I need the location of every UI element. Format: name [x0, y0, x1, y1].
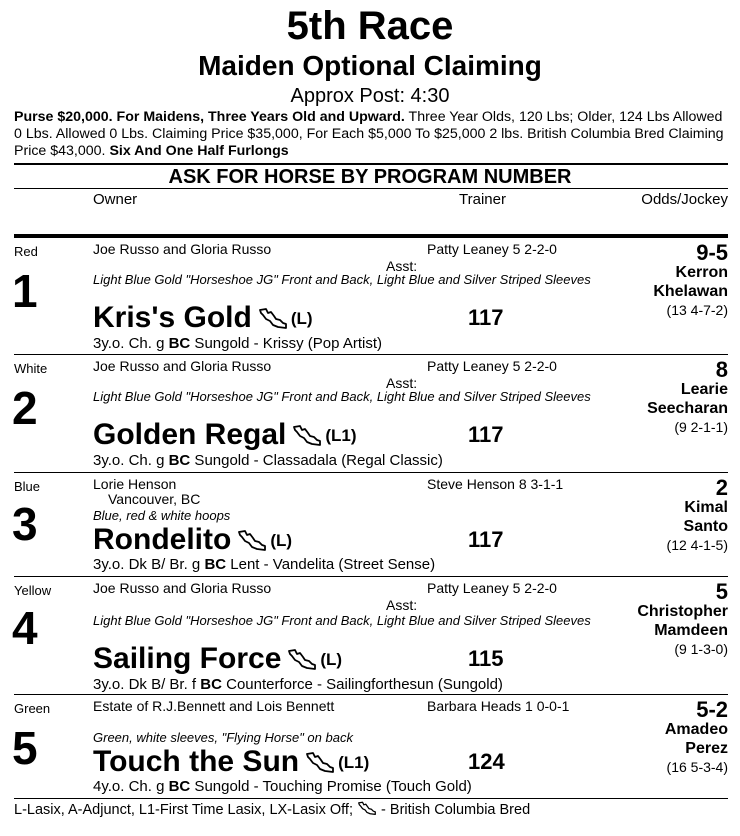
weight: 124 — [468, 749, 505, 774]
horse-name[interactable]: Golden Regal — [93, 418, 287, 451]
saddlecloth-color: Red — [14, 244, 38, 259]
program-number: 3 — [12, 498, 38, 550]
jockey-stats: (9 1-3-0) — [674, 641, 728, 657]
jockey-last-name: Santo — [683, 518, 728, 535]
silks: Green, white sleeves, "Flying Horse" on back — [93, 730, 353, 745]
weight: 117 — [468, 527, 504, 552]
program-number: 5 — [12, 722, 38, 774]
breeding-age-sex: 4y.o. Ch. g — [93, 778, 169, 795]
horse-name-line[interactable] — [93, 301, 313, 336]
program-number: 1 — [12, 265, 38, 317]
breeding — [93, 556, 435, 574]
trainer: Patty Leaney 5 2-2-0 — [427, 580, 557, 596]
program-number: 4 — [12, 602, 38, 654]
assistant-trainer: Asst: — [386, 258, 418, 274]
weight: 117 — [468, 305, 504, 330]
british-columbia-map-icon — [292, 420, 322, 442]
trainer: Patty Leaney 5 2-2-0 — [427, 358, 557, 374]
horse-name[interactable]: Touch the Sun — [93, 745, 300, 778]
saddlecloth-color: Yellow — [14, 583, 52, 598]
horse-name[interactable]: Rondelito — [93, 523, 232, 556]
breeding — [93, 676, 503, 694]
medication: (L1) — [325, 426, 357, 445]
silks: Light Blue Gold "Horseshoe JG" Front and Back, Light Blue and Silver Striped Sleeves — [93, 613, 591, 628]
jockey-first-name: Learie — [680, 381, 728, 398]
breeding-bc: BC — [168, 452, 191, 469]
jockey-first-name: Kimal — [684, 499, 728, 516]
jockey-stats: (9 2-1-1) — [674, 419, 728, 435]
trainer-column-header: Trainer — [459, 191, 506, 208]
breeding-pedigree: Sungold - Krissy (Pop Artist) — [190, 335, 382, 352]
footer-legend — [14, 801, 530, 819]
british-columbia-map-icon — [237, 525, 267, 547]
race-title: 5th Race — [286, 4, 454, 48]
breeding — [93, 452, 443, 470]
british-columbia-map-icon — [305, 747, 335, 769]
medication: (L1) — [338, 753, 370, 772]
morning-line-odds: 5-2 — [696, 697, 728, 722]
assistant-trainer: Asst: — [386, 375, 418, 391]
program-number: 2 — [12, 382, 38, 434]
medication-legend: L-Lasix, A-Adjunct, L1-First Time Lasix, LX-Lasix Off; — [14, 802, 353, 818]
bc-bred-legend: - British Columbia Bred — [377, 802, 531, 818]
british-columbia-map-icon — [258, 303, 288, 325]
jockey-stats: (13 4-7-2) — [666, 302, 728, 318]
saddlecloth-color: White — [14, 361, 48, 376]
medication: (L) — [320, 650, 343, 669]
british-columbia-map-icon — [287, 644, 317, 666]
trainer: Patty Leaney 5 2-2-0 — [427, 241, 557, 257]
silks: Light Blue Gold "Horseshoe JG" Front and Back, Light Blue and Silver Striped Sleeves — [93, 389, 591, 404]
owner: Joe Russo and Gloria Russo — [93, 358, 272, 374]
jockey-first-name: Christopher — [637, 603, 728, 620]
horse-name[interactable]: Kris's Gold — [93, 301, 252, 334]
breeding-pedigree: Sungold - Classadala (Regal Classic) — [190, 452, 443, 469]
horse-name-line[interactable] — [93, 642, 342, 677]
owner: Joe Russo and Gloria Russo — [93, 580, 272, 596]
entry-2[interactable] — [0, 355, 740, 471]
breeding-bc: BC — [168, 778, 191, 795]
horse-name[interactable]: Sailing Force — [93, 642, 282, 675]
breeding-pedigree: Sungold - Touching Promise (Touch Gold) — [190, 778, 472, 795]
breeding-bc: BC — [200, 676, 222, 693]
breeding-bc: BC — [204, 556, 227, 573]
entry-3[interactable] — [0, 473, 740, 576]
weight: 117 — [468, 422, 504, 447]
entry-4[interactable] — [0, 577, 740, 693]
jockey-last-name: Mamdeen — [654, 622, 728, 639]
jockey-last-name: Khelawan — [653, 283, 728, 300]
horse-name-line[interactable] — [93, 418, 357, 453]
breeding-age-sex: 3y.o. Dk B/ Br. g — [93, 556, 205, 573]
race-conditions — [14, 109, 730, 160]
breeding — [93, 778, 472, 796]
trainer: Barbara Heads 1 0-0-1 — [427, 698, 570, 714]
breeding-age-sex: 3y.o. Ch. g — [93, 452, 169, 469]
assistant-trainer: Asst: — [386, 597, 418, 613]
breeding-age-sex: 3y.o. Ch. g — [93, 335, 169, 352]
jockey-last-name: Perez — [685, 740, 728, 757]
jockey-last-name: Seecharan — [647, 400, 728, 417]
owner-location: Vancouver, BC — [108, 491, 201, 507]
saddlecloth-color: Blue — [14, 479, 41, 494]
conditions-distance: Six And One Half Furlongs — [109, 143, 289, 159]
jockey-stats: (16 5-3-4) — [666, 759, 728, 775]
horse-name-line[interactable] — [93, 523, 292, 558]
medication: (L) — [270, 531, 293, 550]
jockey-first-name: Amadeo — [664, 721, 728, 738]
silks: Light Blue Gold "Horseshoe JG" Front and Back, Light Blue and Silver Striped Sleeves — [93, 272, 591, 287]
trainer: Steve Henson 8 3-1-1 — [427, 476, 564, 492]
breeding-bc: BC — [168, 335, 191, 352]
divider — [14, 188, 728, 189]
british-columbia-map-icon — [357, 801, 377, 815]
owner: Joe Russo and Gloria Russo — [93, 241, 272, 257]
odds-jockey-column-header: Odds/Jockey — [641, 191, 728, 208]
breeding-pedigree: Counterforce - Sailingforthesun (Sungold) — [221, 676, 503, 693]
owner: Lorie Henson — [93, 476, 177, 492]
morning-line-odds: 8 — [715, 357, 728, 382]
morning-line-odds: 9-5 — [696, 240, 728, 265]
morning-line-odds: 5 — [715, 579, 728, 604]
race-type: Maiden Optional Claiming — [198, 50, 542, 81]
entry-5[interactable] — [0, 695, 740, 798]
owner-column-header: Owner — [93, 191, 138, 208]
ask-banner: ASK FOR HORSE BY PROGRAM NUMBER — [168, 166, 572, 188]
breeding — [93, 335, 382, 353]
breeding-age-sex: 3y.o. Dk B/ Br. f — [93, 676, 201, 693]
breeding-pedigree: Lent - Vandelita (Street Sense) — [226, 556, 436, 573]
divider — [14, 798, 728, 799]
silks: Blue, red & white hoops — [93, 508, 231, 523]
post-time: Approx Post: 4:30 — [290, 85, 450, 107]
jockey-stats: (12 4-1-5) — [666, 537, 728, 553]
conditions-purse: Purse $20,000. For Maidens, Three Years Old and Upward. — [14, 109, 405, 125]
owner: Estate of R.J.Bennett and Lois Bennett — [93, 698, 335, 714]
saddlecloth-color: Green — [14, 701, 51, 716]
conditions-details: Three Year Olds, 120 Lbs; Older, 124 Lbs Allowed 0 Lbs. Allowed 0 Lbs. Claiming Price $35,000, For Each $5,000 To $25,000 2 lbs. British Columbia Bred Claiming Price $43,000. — [14, 109, 724, 159]
jockey-first-name: Kerron — [675, 264, 728, 281]
weight: 115 — [468, 646, 504, 671]
medication: (L) — [290, 309, 313, 328]
morning-line-odds: 2 — [715, 475, 728, 500]
horse-name-line[interactable] — [93, 745, 369, 780]
entry-1[interactable] — [0, 238, 740, 354]
